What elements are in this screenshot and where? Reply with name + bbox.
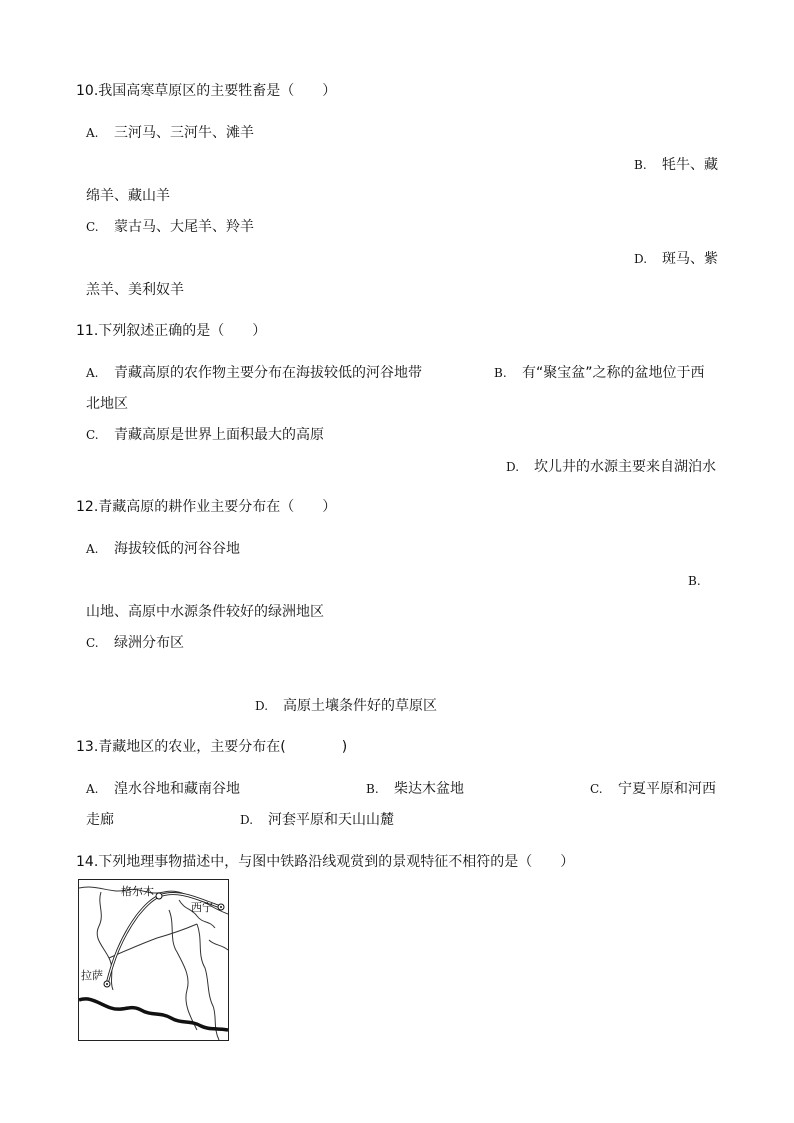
option-text: 斑马、紫 [662,251,718,267]
city-label-lhasa: 拉萨 [81,969,103,982]
question-10-stem: 10.我国高寒草原区的主要牲畜是（ ） [76,83,337,99]
question-10-option-d-continued: 羔羊、美利奴羊 [86,282,184,298]
option-text: 有“聚宝盆”之称的盆地位于西 [522,365,705,381]
option-label: A. [86,542,99,556]
option-label: A. [86,126,99,140]
question-12-option-a[interactable] [86,540,240,558]
question-13-option-b[interactable] [366,780,464,798]
option-label: C. [86,220,99,234]
option-label: B. [634,158,647,172]
question-13-option-d[interactable] [240,811,394,829]
option-label: B. [494,366,507,380]
question-13-option-a[interactable] [86,780,240,798]
railway-map [78,879,229,1041]
option-text: 牦牛、藏 [662,157,718,173]
option-label: D. [255,699,269,713]
option-label: B. [688,574,701,588]
option-text: 蒙古马、大尾羊、羚羊 [114,219,254,235]
option-label: C. [86,428,99,442]
option-text: 宁夏平原和河西 [618,781,716,797]
option-text: 河套平原和天山山麓 [268,812,394,828]
question-10-option-b-continued: 绵羊、藏山羊 [86,188,170,204]
question-11-stem: 11.下列叙述正确的是（ ） [76,323,267,339]
city-label-golmud: 格尔木 [121,885,154,898]
question-11-option-b[interactable] [494,364,705,382]
option-text: 三河马、三河牛、滩羊 [114,125,254,141]
question-13-option-c-continued: 走廊 [86,812,114,828]
question-14-stem: 14.下列地理事物描述中，与图中铁路沿线观赏到的景观特征不相符的是（ ） [76,854,575,870]
option-label: C. [86,636,99,650]
question-10-option-d[interactable] [634,250,718,268]
option-label: C. [590,782,603,796]
option-text: 高原土壤条件好的草原区 [283,698,437,714]
question-11-option-a[interactable] [86,364,422,382]
option-label: A. [86,366,99,380]
question-10-option-c[interactable] [86,218,254,236]
option-text: 柴达木盆地 [394,781,464,797]
question-11-option-b-continued: 北地区 [86,396,128,412]
city-label-xining: 西宁 [191,901,213,914]
question-11-option-d[interactable] [506,458,716,476]
option-text: 绿洲分布区 [114,635,184,651]
question-12-option-b-text: 山地、高原中水源条件较好的绿洲地区 [86,604,324,620]
question-12-stem: 12.青藏高原的耕作业主要分布在（ ） [76,499,337,515]
option-label: B. [366,782,379,796]
option-text: 湟水谷地和藏南谷地 [114,781,240,797]
option-label: D. [240,813,254,827]
question-12-option-d[interactable] [255,697,437,715]
option-text: 青藏高原是世界上面积最大的高原 [114,427,324,443]
option-label: D. [634,252,648,266]
option-text: 坎儿井的水源主要来自湖泊水 [534,459,716,475]
question-13-stem: 13.青藏地区的农业，主要分布在( ) [76,739,348,755]
question-11-option-c[interactable] [86,426,324,444]
option-text: 青藏高原的农作物主要分布在海拔较低的河谷地带 [114,365,422,381]
question-10-option-a[interactable] [86,124,254,142]
question-12-option-b[interactable] [688,572,716,590]
option-label: D. [506,460,520,474]
question-10-option-b[interactable] [634,156,718,174]
question-12-option-c[interactable] [86,634,184,652]
option-text: 海拔较低的河谷谷地 [114,541,240,557]
question-13-option-c[interactable] [590,780,716,798]
option-label: A. [86,782,99,796]
